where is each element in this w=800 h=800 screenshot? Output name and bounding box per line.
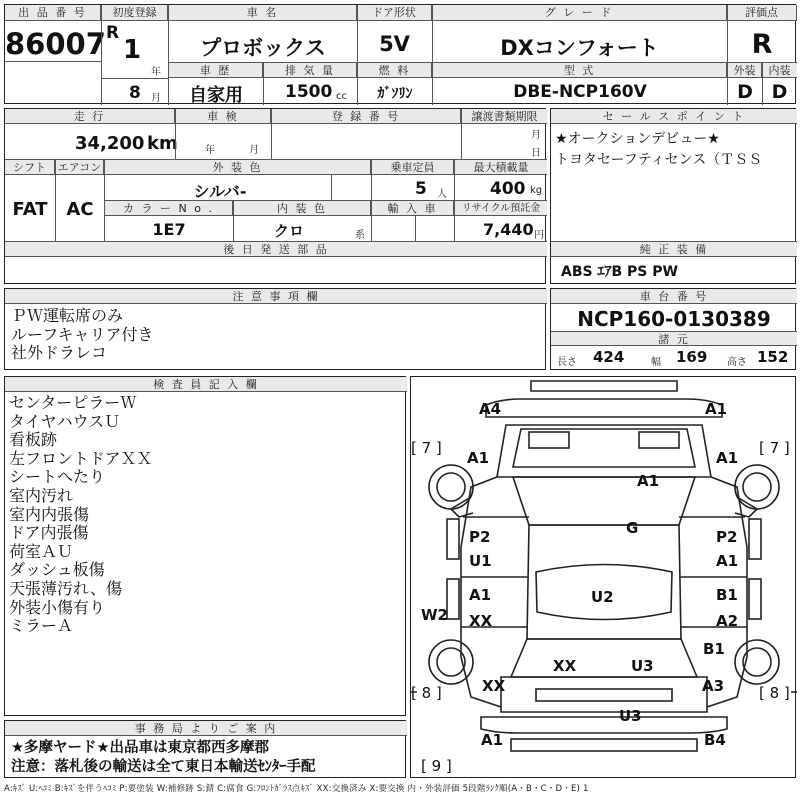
equipment: ABS ｴｱB PS PW (561, 264, 678, 280)
transfer-day: 日 (531, 148, 541, 159)
damage-label-u3-interior: U3 (631, 657, 654, 675)
inspector-line: センターピラーＷ (9, 393, 137, 412)
inspector-line: ミラーＡ (9, 616, 74, 636)
divider (331, 175, 332, 200)
damage-label-b4-rear: B4 (704, 731, 726, 749)
sales-point-line: トヨタセーフティセンス（ＴＳＳ (555, 152, 763, 168)
year-unit: 年 (151, 67, 161, 78)
inspector-box (4, 376, 406, 716)
int-color-unit: 系 (355, 230, 365, 241)
specs-header: 諸 元 (551, 332, 797, 346)
inspector-line: 室内汚れ (9, 485, 74, 505)
lot-no-header: 出 品 番 号 (5, 5, 101, 21)
mileage: 34,200 (75, 133, 145, 154)
panel-code-bl: [ 8 ] (411, 684, 442, 702)
year-num: 1 (123, 35, 142, 65)
score: R (751, 29, 773, 60)
divider (762, 62, 763, 105)
first-reg-header: 初度登録 (102, 5, 168, 21)
chassis-header: 車 台 番 号 (551, 289, 797, 304)
int-color: クロ (273, 222, 304, 240)
header-table (4, 4, 796, 104)
sales-point-box (550, 108, 796, 284)
office-text (11, 739, 316, 777)
damage-label-a2-right: A2 (716, 612, 739, 630)
door-header: ドア形状 (357, 5, 432, 21)
displacement: 1500 (285, 82, 333, 102)
panel-code-tr: [ 7 ] (759, 439, 790, 457)
shift: FAT (12, 199, 48, 220)
inspector-line: ダッシュ板傷 (9, 560, 105, 580)
import-header: 輸 入 車 (372, 201, 454, 216)
inspection-header: 車 検 (176, 109, 271, 124)
displacement-unit: cc (336, 91, 347, 102)
inspection-year-unit: 年 (205, 145, 215, 156)
recycle-fee: 7,440 (483, 220, 534, 239)
width-label: 幅 (651, 357, 661, 368)
int-color-header: 内 装 色 (234, 201, 371, 216)
capacity-unit: 人 (437, 189, 447, 200)
sales-point-text (555, 129, 762, 171)
damage-label-xx-left: XX (469, 612, 493, 630)
chassis-number: NCP160-0130389 (577, 307, 771, 331)
damage-label-a3-rear-right: A3 (702, 677, 725, 695)
int-grade-header: 内装 (762, 63, 797, 78)
history: 自家用 (189, 85, 243, 106)
divider (357, 5, 358, 62)
color-no: 1E7 (152, 220, 186, 239)
fuel-header: 燃 料 (358, 63, 432, 78)
inspector-line: シートへたり (9, 467, 106, 487)
length: 424 (593, 348, 625, 366)
ext-grade: D (737, 81, 753, 103)
damage-label-u2-roof: U2 (591, 588, 614, 606)
shift-header: シフト (5, 160, 55, 175)
grade: DXコンフォート (500, 36, 659, 60)
sales-point-header: セ ー ル ス ポ イ ン ト (551, 109, 797, 124)
legend: A:ｷｽﾞ U:ﾍｺﾐ B:ｷｽﾞを伴うﾍｺﾐ P:要塗装 W:補修跡 S:錆 C:腐食 G:ﾌﾛﾝﾄｶﾞﾗｽ点ｷｽﾞ XX:交換済み X:要交換 内・外装評価 5段階ﾗﾝｸ順(A・B・C・D・E) 1 (4, 784, 589, 794)
mileage-header: 走 行 (5, 109, 175, 124)
inspector-line: 天張薄汚れ、傷 (9, 578, 122, 598)
damage-label-a4-front: A4 (479, 400, 502, 418)
notes-box (4, 288, 546, 370)
capacity-header: 乗車定員 (372, 160, 454, 175)
divider (415, 216, 416, 241)
damage-label-b1-right: B1 (716, 586, 738, 604)
note-line: ルーフキャリア付き (11, 324, 154, 344)
reg-no-header: 登 録 番 号 (272, 109, 461, 124)
car-name: プロボックス (200, 36, 326, 60)
inspector-line: 荷室ＡＵ (9, 541, 74, 561)
damage-label-a1-front-right: A1 (705, 400, 728, 418)
score-header: 評価点 (727, 5, 797, 21)
damage-label-a1-rear: A1 (481, 731, 504, 749)
damage-label-a1-hood: A1 (637, 472, 660, 490)
damage-label-w2-left: W2 (421, 606, 448, 624)
inspector-header: 検 査 員 記 入 欄 (5, 377, 407, 392)
load-unit: kg (530, 185, 543, 196)
width: 169 (676, 348, 708, 366)
sales-point-line: ★オークションデビュー★ (555, 131, 720, 147)
model: DBE-NCP160V (513, 82, 647, 102)
displacement-header: 排 気 量 (264, 63, 357, 78)
load: 400 (490, 179, 526, 199)
car-outline-drawing (411, 377, 797, 779)
damage-label-a1-fender-right: A1 (716, 449, 739, 467)
inspector-line: 左フロントドアＸＸ (9, 448, 153, 468)
inspector-line: ドア内張傷 (9, 523, 89, 543)
damage-label-a1-fender-left: A1 (467, 449, 490, 467)
door-type: 5V (379, 32, 410, 56)
panel-code-tl: [ 7 ] (411, 439, 442, 457)
int-grade: D (771, 81, 788, 103)
height-label: 高さ (727, 357, 747, 368)
ac-header: エアコン (56, 160, 104, 175)
chassis-box (550, 288, 796, 370)
damage-label-xx-rear-left: XX (482, 677, 506, 695)
panel-code-bottom: [ 9 ] (421, 757, 452, 775)
damage-label-xx-interior: XX (553, 657, 577, 675)
ext-color: シルバ- (193, 182, 247, 201)
ext-color-header: 外 装 色 (105, 160, 371, 175)
grade-header: グ レ ー ド (432, 5, 727, 21)
office-box (4, 720, 406, 778)
transfer-month: 月 (531, 130, 541, 141)
lot-no: 86007 (5, 27, 106, 61)
color-no-header: カ ラ ー N o . (105, 201, 233, 216)
office-header: 事 務 局 よ り ご 案 内 (5, 721, 407, 736)
month-unit: 月 (151, 93, 161, 104)
damage-label-p2-right: P2 (716, 528, 738, 546)
fuel: ｶﾞｿﾘﾝ (377, 86, 413, 102)
damage-label-u3-bumper: U3 (619, 707, 642, 725)
vehicle-info-table (4, 108, 546, 284)
notes-header: 注 意 事 項 欄 (5, 289, 547, 304)
note-line: 社外ドラレコ (11, 343, 108, 363)
length-label: 長さ (557, 357, 577, 368)
height: 152 (757, 348, 789, 366)
car-name-header: 車 名 (169, 5, 357, 21)
ac: AC (66, 199, 94, 220)
damage-diagram (410, 376, 796, 778)
note-line: ＰＷ運転席のみ (11, 306, 124, 325)
office-line: ★多摩ヤード★出品車は東京都西多摩郡 (11, 740, 269, 756)
recycle-unit: 円 (534, 230, 544, 241)
history-header: 車 歴 (169, 63, 263, 78)
inspector-line: タイヤハウスＵ (9, 411, 121, 431)
office-line: 注意：落札後の輸送は全て東日本輸送ｾﾝﾀｰ手配 (11, 759, 316, 775)
model-header: 型 式 (433, 63, 727, 78)
inspector-line: 看板跡 (9, 430, 58, 450)
damage-label-b1-quarter: B1 (703, 640, 725, 658)
mileage-unit: km (147, 133, 178, 154)
ext-grade-header: 外装 (728, 63, 762, 78)
notes-text (11, 307, 154, 363)
divider (5, 61, 101, 62)
load-header: 最大積載量 (455, 160, 547, 175)
damage-label-g-windshield: G (626, 519, 639, 537)
inspection-month-unit: 月 (249, 145, 259, 156)
era: R (106, 23, 120, 43)
inspector-text (9, 394, 153, 636)
recycle-header: リサイクル預託金 (455, 201, 547, 216)
month-num: 8 (129, 83, 141, 103)
inspector-line: 外装小傷有り (9, 597, 106, 617)
damage-label-a1-rear-left: A1 (469, 586, 492, 604)
later-parts-header: 後 日 発 送 部 品 (5, 242, 547, 257)
inspector-line: 室内内張傷 (9, 504, 90, 524)
panel-code-br: [ 8 ] (759, 684, 790, 702)
capacity: 5 (415, 179, 427, 199)
damage-label-p2-left: P2 (469, 528, 491, 546)
equipment-header: 純 正 装 備 (551, 242, 797, 257)
divider (102, 78, 168, 79)
damage-label-u1-left: U1 (469, 552, 492, 570)
damage-label-a1-right-door: A1 (716, 552, 739, 570)
transfer-header: 譲渡書類期限 (462, 109, 547, 124)
